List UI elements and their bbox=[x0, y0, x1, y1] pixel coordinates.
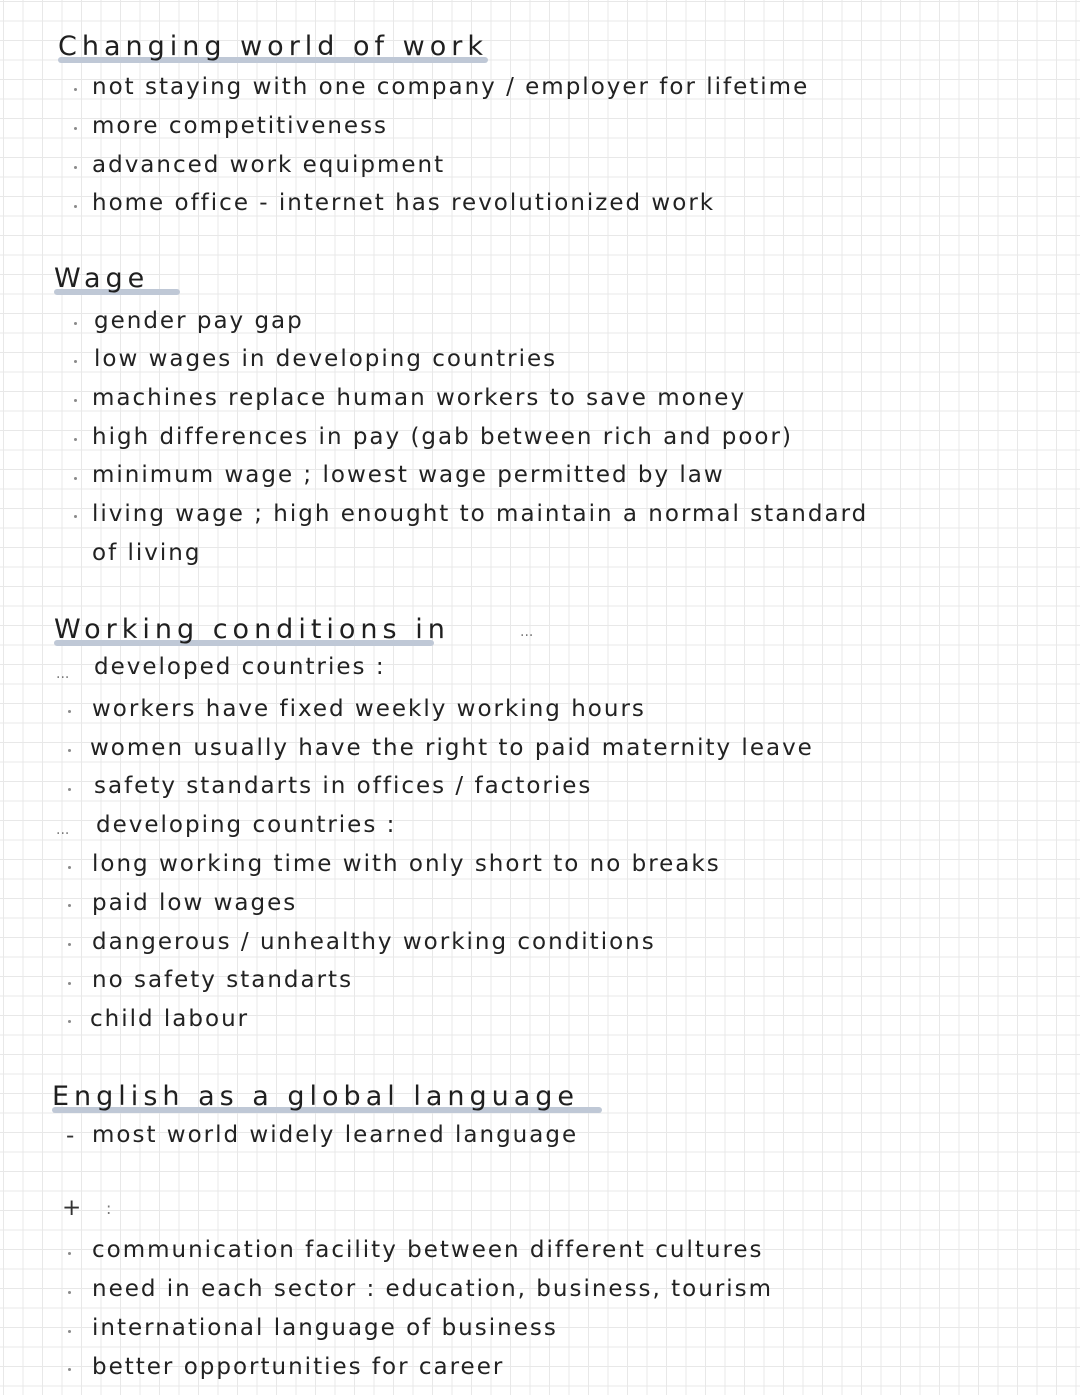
list-item: better opportunities for career bbox=[92, 1354, 505, 1380]
section-title-wage bbox=[54, 262, 149, 296]
list-item: minimum wage ; lowest wage permitted by law bbox=[92, 462, 725, 488]
list-item: dangerous / unhealthy working conditions bbox=[92, 929, 656, 955]
list-item: women usually have the right to paid maternity leave bbox=[90, 735, 814, 761]
bullet bbox=[74, 399, 77, 402]
list-item: home office - internet has revolutionized work bbox=[92, 190, 716, 216]
list-item: not staying with one company / employer for lifetime bbox=[92, 74, 810, 100]
list-item: paid low wages bbox=[92, 890, 298, 916]
subheading-developing: developing countries : bbox=[96, 812, 397, 838]
list-item: more competitiveness bbox=[92, 113, 389, 139]
bullet bbox=[68, 1020, 71, 1023]
bullet bbox=[68, 749, 71, 752]
section-title-text: Wage bbox=[54, 263, 150, 294]
bullet bbox=[68, 788, 71, 791]
list-item: long working time with only short to no breaks bbox=[92, 851, 721, 877]
bullet bbox=[68, 1330, 71, 1333]
ellipsis-mark: ... bbox=[56, 666, 70, 682]
bullet bbox=[68, 1291, 71, 1294]
list-item: workers have fixed weekly working hours bbox=[92, 696, 646, 722]
bullet bbox=[68, 982, 71, 985]
list-item-continuation: of living bbox=[92, 540, 202, 566]
list-item: communication facility between different cultures bbox=[92, 1237, 764, 1263]
bullet bbox=[74, 205, 77, 208]
list-item: machines replace human workers to save money bbox=[92, 385, 747, 411]
bullet bbox=[74, 322, 77, 325]
list-item: gender pay gap bbox=[94, 308, 304, 334]
bullet bbox=[68, 866, 71, 869]
bullet bbox=[74, 360, 77, 363]
section-title-working-conditions bbox=[54, 613, 450, 647]
bullet bbox=[74, 477, 77, 480]
bullet bbox=[74, 438, 77, 441]
list-item: no safety standarts bbox=[92, 967, 354, 993]
plus-marker: + bbox=[62, 1195, 82, 1221]
list-item: living wage ; high enought to maintain a normal standard bbox=[92, 501, 869, 527]
section-title-text: Changing world of work bbox=[58, 31, 488, 62]
list-item: low wages in developing countries bbox=[94, 346, 558, 372]
subheading-developed: developed countries : bbox=[94, 654, 386, 680]
section-title-english bbox=[52, 1080, 579, 1114]
list-item: high differences in pay (gab between rich and poor) bbox=[92, 424, 793, 450]
list-item: safety standarts in offices / factories bbox=[94, 773, 593, 799]
bullet bbox=[74, 127, 77, 130]
ellipsis-mark: ... bbox=[520, 624, 534, 640]
bullet bbox=[68, 943, 71, 946]
section-title-text: Working conditions in bbox=[54, 614, 450, 645]
bullet bbox=[68, 1368, 71, 1371]
section-title-text: English as a global language bbox=[52, 1081, 580, 1112]
bullet bbox=[68, 710, 71, 713]
bullet bbox=[68, 1252, 71, 1255]
bullet bbox=[68, 904, 71, 907]
bullet bbox=[74, 88, 77, 91]
list-item: international language of business bbox=[92, 1315, 558, 1341]
ellipsis-mark: ... bbox=[56, 822, 70, 838]
list-item: child labour bbox=[90, 1006, 250, 1032]
colon-marker: : bbox=[106, 1199, 112, 1218]
list-item: most world widely learned language bbox=[92, 1122, 579, 1148]
dash-marker: - bbox=[66, 1123, 75, 1149]
bullet bbox=[74, 166, 77, 169]
bullet bbox=[74, 515, 77, 518]
list-item: advanced work equipment bbox=[92, 152, 446, 178]
section-title-changing-world bbox=[58, 30, 488, 64]
list-item: need in each sector : education, business, tourism bbox=[92, 1276, 774, 1302]
